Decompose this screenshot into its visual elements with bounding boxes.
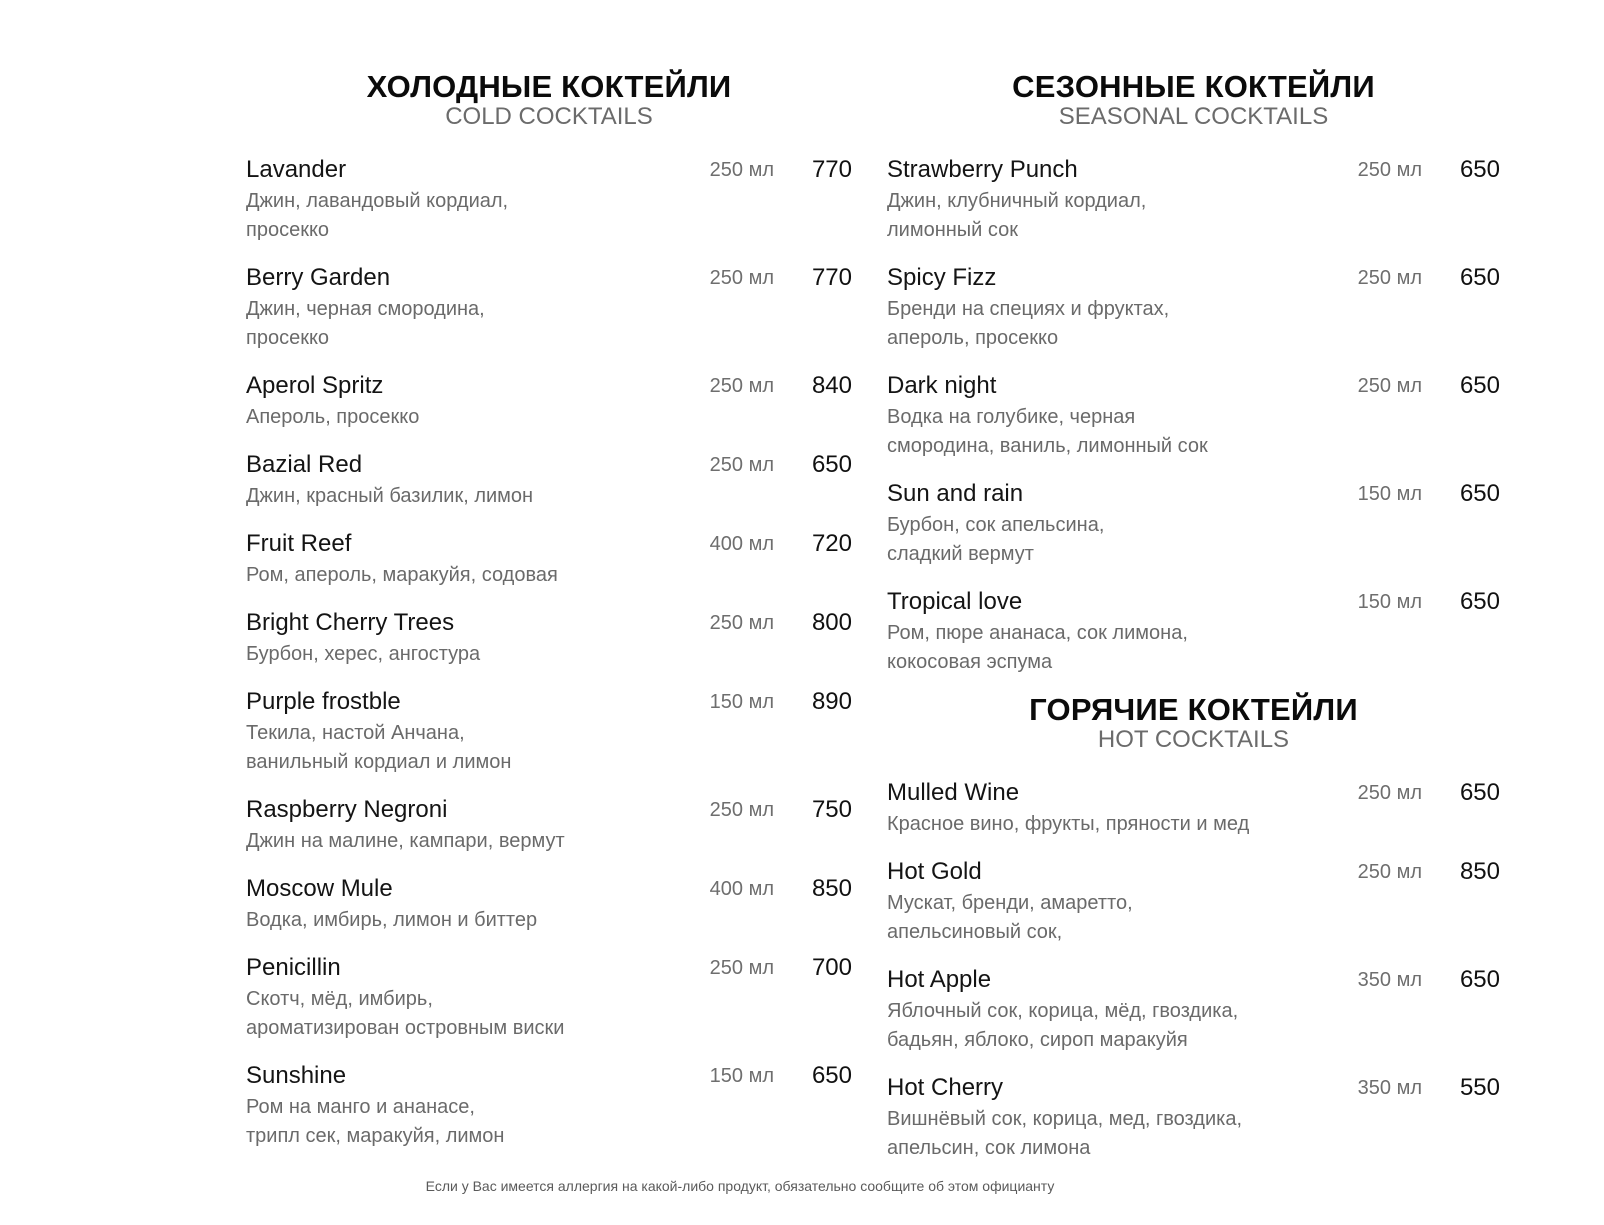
menu-item-header	[887, 477, 1500, 511]
item-name: Strawberry Punch	[887, 156, 1078, 183]
item-name: Mulled Wine	[887, 779, 1020, 806]
menu-item	[887, 855, 1500, 947]
menu-item	[246, 261, 852, 353]
menu-item-header	[887, 1071, 1500, 1105]
menu-item	[246, 951, 852, 1043]
item-description: Джин, клубничный кордиал, лимонный сок	[887, 190, 1147, 241]
item-volume: 150 мл	[1357, 483, 1422, 505]
item-description: Ром, пюре ананаса, сок лимона, кокосовая эспума	[887, 622, 1188, 673]
item-description: Джин, лавандовый кордиал, просекко	[246, 190, 509, 241]
menu-item-header	[246, 261, 852, 295]
menu-item	[246, 527, 852, 590]
menu-list	[887, 153, 1500, 677]
item-volume: 250 мл	[709, 159, 774, 181]
item-name: Fruit Reef	[246, 530, 352, 557]
menu-item	[887, 776, 1500, 839]
item-name: Berry Garden	[246, 264, 391, 291]
menu-item-header	[246, 685, 852, 719]
menu-item-header	[246, 448, 852, 482]
item-description: Яблочный сок, корица, мёд, гвоздика, бадьян, яблоко, сироп маракуйя	[887, 1000, 1239, 1051]
cold-cocktails-section	[246, 70, 852, 1167]
menu-item-header	[246, 793, 852, 827]
item-name: Penicillin	[246, 954, 341, 981]
section-title: СЕЗОННЫЕ КОКТЕЙЛИ	[1012, 69, 1375, 104]
item-price: 650	[1459, 372, 1500, 399]
menu-item	[246, 872, 852, 935]
menu-item-header	[887, 261, 1500, 295]
item-description: Ром на манго и ананасе, трипл сек, маракуйя, лимон	[246, 1096, 505, 1147]
menu-item-header	[246, 606, 852, 640]
menu-item-header	[246, 527, 852, 561]
menu-item	[246, 606, 852, 669]
item-volume: 250 мл	[709, 612, 774, 634]
item-price: 700	[811, 954, 852, 981]
hot-cocktails-section	[887, 693, 1500, 1179]
item-name: Hot Apple	[887, 966, 992, 993]
menu-list	[246, 153, 852, 1151]
item-description: Джин, красный базилик, лимон	[246, 485, 534, 507]
menu-item	[246, 153, 852, 245]
item-description: Апероль, просекко	[246, 406, 420, 428]
item-volume: 150 мл	[709, 691, 774, 713]
menu-list	[887, 776, 1500, 1163]
item-volume: 350 мл	[1357, 969, 1422, 991]
item-description: Мускат, бренди, амаретто, апельсиновый сок,	[887, 892, 1133, 943]
menu-item	[246, 793, 852, 856]
item-name: Dark night	[887, 372, 997, 399]
menu-item-header	[246, 369, 852, 403]
item-name: Aperol Spritz	[246, 372, 384, 399]
item-volume: 400 мл	[709, 533, 774, 555]
item-name: Moscow Mule	[246, 875, 393, 902]
item-price: 650	[1459, 156, 1500, 183]
section-subtitle: HOT COCKTAILS	[1097, 726, 1290, 753]
item-description: Джин на малине, кампари, вермут	[246, 830, 565, 852]
menu-item-header	[887, 153, 1500, 187]
item-volume: 250 мл	[1357, 267, 1422, 289]
item-volume: 250 мл	[709, 375, 774, 397]
item-name: Raspberry Negroni	[246, 796, 448, 823]
menu-item	[246, 1059, 852, 1151]
item-volume: 250 мл	[1357, 861, 1422, 883]
menu-item-header	[887, 369, 1500, 403]
item-description: Джин, черная смородина, просекко	[246, 298, 485, 349]
item-price: 750	[811, 796, 852, 823]
item-description: Текила, настой Анчана, ванильный кордиал и лимон	[246, 722, 512, 773]
item-price: 890	[811, 688, 852, 715]
menu-item	[887, 153, 1500, 245]
item-price: 550	[1459, 1074, 1500, 1101]
menu-item	[887, 261, 1500, 353]
menu-item-header	[246, 872, 852, 906]
item-volume: 250 мл	[1357, 782, 1422, 804]
item-price: 850	[1459, 858, 1500, 885]
item-volume: 250 мл	[709, 799, 774, 821]
item-volume: 250 мл	[709, 454, 774, 476]
item-volume: 250 мл	[709, 267, 774, 289]
item-description: Вишнёвый сок, корица, мед, гвоздика, апельсин, сок лимона	[887, 1108, 1242, 1159]
section-header	[887, 70, 1500, 131]
item-name: Purple frostble	[246, 688, 401, 715]
item-volume: 250 мл	[709, 957, 774, 979]
section-header	[246, 70, 852, 131]
item-price: 650	[811, 1062, 852, 1089]
item-description: Красное вино, фрукты, пряности и мед	[887, 813, 1250, 835]
item-name: Hot Gold	[887, 858, 982, 885]
item-price: 650	[1459, 480, 1500, 507]
allergy-note: Если у Вас имеется аллергия на какой-либо продукт, обязательно сообщите об этом официанту	[425, 1178, 1055, 1194]
item-price: 800	[811, 609, 852, 636]
item-volume: 250 мл	[1357, 375, 1422, 397]
item-name: Bazial Red	[246, 451, 363, 478]
item-name: Tropical love	[887, 588, 1023, 615]
menu-item	[887, 1071, 1500, 1163]
item-volume: 400 мл	[709, 878, 774, 900]
item-name: Bright Cherry Trees	[246, 609, 455, 636]
section-title: ХОЛОДНЫЕ КОКТЕЙЛИ	[366, 69, 732, 104]
item-description: Бурбон, херес, ангостура	[246, 643, 481, 665]
item-description: Водка на голубике, черная смородина, ваниль, лимонный сок	[887, 406, 1208, 457]
menu-item-header	[887, 963, 1500, 997]
menu-item	[887, 963, 1500, 1055]
menu-item	[246, 369, 852, 432]
section-header	[887, 693, 1500, 754]
item-volume: 250 мл	[1357, 159, 1422, 181]
menu-item-header	[887, 855, 1500, 889]
item-price: 650	[811, 451, 852, 478]
item-price: 850	[811, 875, 852, 902]
item-name: Lavander	[246, 156, 347, 183]
section-subtitle: SEASONAL COCKTAILS	[1058, 103, 1329, 130]
item-volume: 150 мл	[1357, 591, 1422, 613]
section-subtitle: COLD COCKTAILS	[445, 103, 653, 130]
menu-item	[887, 369, 1500, 461]
menu-item-header	[246, 1059, 852, 1093]
menu-item	[246, 448, 852, 511]
item-name: Sun and rain	[887, 480, 1024, 507]
item-price: 770	[811, 264, 852, 291]
menu-item-header	[887, 776, 1500, 810]
seasonal-cocktails-section	[887, 70, 1500, 693]
item-price: 650	[1459, 588, 1500, 615]
item-name: Sunshine	[246, 1062, 347, 1089]
menu-item	[887, 585, 1500, 677]
item-description: Ром, апероль, маракуйя, содовая	[246, 564, 558, 586]
item-volume: 150 мл	[709, 1065, 774, 1087]
item-price: 770	[811, 156, 852, 183]
item-price: 650	[1459, 966, 1500, 993]
menu-item-header	[246, 951, 852, 985]
item-description: Бренди на специях и фруктах, апероль, просекко	[887, 298, 1170, 349]
item-volume: 350 мл	[1357, 1077, 1422, 1099]
item-description: Водка, имбирь, лимон и биттер	[246, 909, 538, 931]
item-name: Hot Cherry	[887, 1074, 1004, 1101]
item-description: Бурбон, сок апельсина, сладкий вермут	[887, 514, 1105, 565]
item-price: 650	[1459, 264, 1500, 291]
item-name: Spicy Fizz	[887, 264, 997, 291]
menu-item	[887, 477, 1500, 569]
item-price: 650	[1459, 779, 1500, 806]
menu-item-header	[246, 153, 852, 187]
menu-item	[246, 685, 852, 777]
item-price: 840	[811, 372, 852, 399]
section-title: ГОРЯЧИЕ КОКТЕЙЛИ	[1029, 692, 1358, 727]
item-price: 720	[811, 530, 852, 557]
item-description: Скотч, мёд, имбирь, ароматизирован островным виски	[246, 988, 565, 1039]
menu-item-header	[887, 585, 1500, 619]
